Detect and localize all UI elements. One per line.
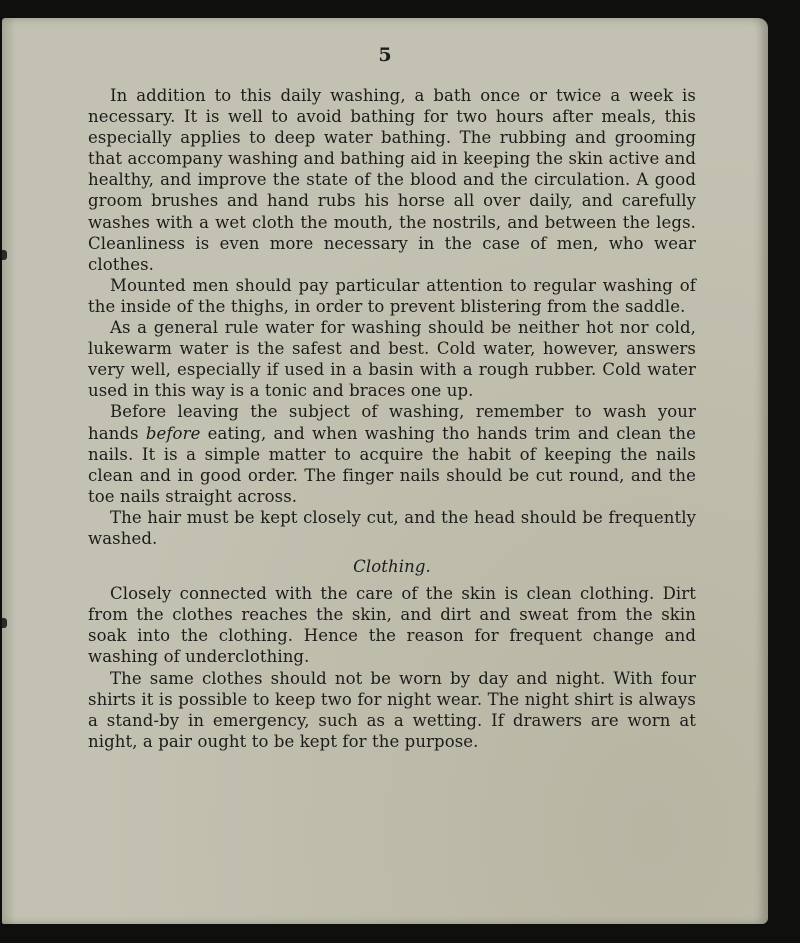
paragraph-hands-nails: Before leaving the subject of washing, remember to wash your hands before eating, and when washing tho hands trim and clean the nails. It is a simple matter to acquire the habit of keeping the nails clean and in good order. The finger nails should be cut round, and the toe nails straight across. bbox=[88, 402, 697, 506]
body-text bbox=[88, 85, 696, 752]
paragraph-clean-clothing: Closely connected with the care of the skin is clean clothing. Dirt from the clothes reaches the skin, and dirt and sweat from the skin soak into the clothing. Hence the reason for frequent change and washing of underclothing. bbox=[88, 584, 696, 667]
page-number: 5 bbox=[378, 44, 392, 66]
paragraph-mounted-men: Mounted men should pay particular attention to regular washing of the inside of the thighs, in order to prevent blistering from the saddle. bbox=[88, 275, 696, 316]
paragraph-hair: The hair must be kept closely cut, and the head should be frequently washed. bbox=[88, 507, 696, 548]
book-page bbox=[2, 18, 768, 924]
emphasis-before: before bbox=[145, 423, 201, 443]
paragraph-bathing: In addition to this daily washing, a bath once or twice a week is necessary. It is well to avoid bathing for two hours after meals, this especially applies to deep water bathing. The rubbing and grooming that accompany washing and bathing aid in keeping the skin active and healthy, and improve the state of the blood and the circulation. A good groom brushes and hand rubs his horse all over daily, and carefully washes with a wet cloth the mouth, the nostrils, and between the legs. Cleanliness is even more necessary in the case of men, who wear clothes. bbox=[88, 86, 696, 274]
paragraph-water-temperature: As a general rule water for washing should be neither hot nor cold, lukewarm water is the safest and best. Cold water, however, answers very well, especially if used in a basin with a rough rubber. Cold water used in this way is a tonic and braces one up. bbox=[88, 318, 696, 401]
page-edge-mark bbox=[2, 250, 7, 260]
section-heading-clothing: Clothing. bbox=[353, 557, 431, 577]
page-edge-mark bbox=[2, 618, 7, 628]
paragraph-night-wear: The same clothes should not be worn by day and night. With four shirts it is possible to keep two for night wear. The night shirt is always a stand-by in emergency, such as a wetting. If drawers are worn at night, a pair ought to be kept for the purpose. bbox=[88, 668, 696, 751]
